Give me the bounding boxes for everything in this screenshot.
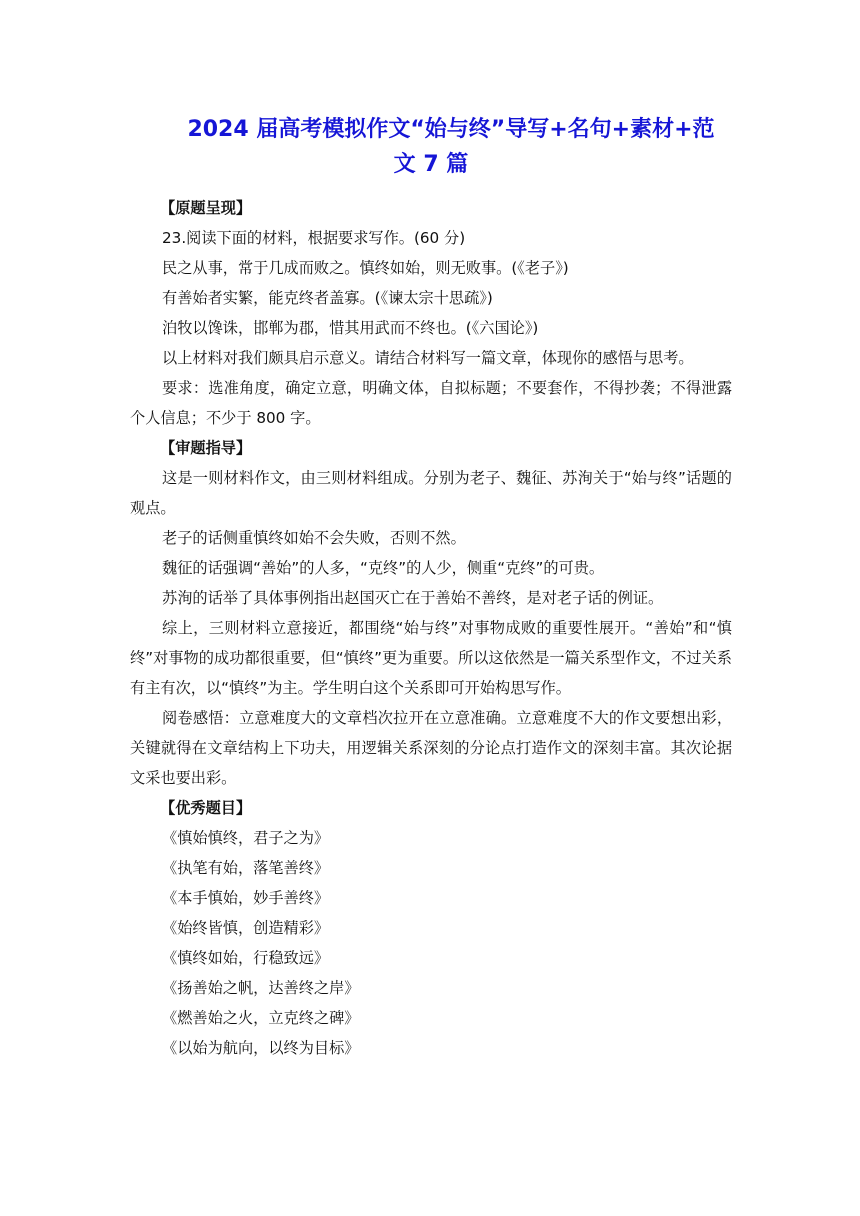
section-heading-prompt: 【原题呈现】 xyxy=(160,199,252,217)
section-heading-titles: 【优秀题目】 xyxy=(160,799,252,817)
guide-paragraph: 苏洵的话举了具体事例指出赵国灭亡在于善始不善终，是对老子话的例证。 xyxy=(162,589,664,607)
sample-title-item: 《本手慎始，妙手善终》 xyxy=(162,889,330,907)
sample-title-item: 《执笔有始，落笔善终》 xyxy=(162,859,330,877)
prompt-requirements: 要求：选准角度，确定立意，明确文体，自拟标题；不要套作，不得抄袭；不得泄露个人信息；不少于 800 字。 xyxy=(130,379,732,427)
guide-paragraph: 老子的话侧重慎终如始不会失败，否则不然。 xyxy=(162,529,466,547)
title-line-1: 2024 届高考模拟作文“始与终”导写+名句+素材+范 xyxy=(187,117,715,142)
sample-title-item: 《慎终如始，行稳致远》 xyxy=(162,949,330,967)
guide-paragraph: 这是一则材料作文，由三则材料组成。分别为老子、魏征、苏洵关于“始与终”话题的观点。 xyxy=(130,469,732,517)
prompt-line: 23.阅读下面的材料，根据要求写作。(60 分) xyxy=(162,229,466,247)
section-heading-guide: 【审题指导】 xyxy=(160,439,252,457)
sample-title-item: 《燃善始之火，立克终之碑》 xyxy=(162,1009,360,1027)
prompt-paragraph: 以上材料对我们颇具启示意义。请结合材料写一篇文章，体现你的感悟与思考。 xyxy=(162,349,694,367)
document-title xyxy=(130,112,732,182)
title-line-2: 文 7 篇 xyxy=(393,152,469,177)
prompt-line: 有善始者实繁，能克终者盖寡。(《谏太宗十思疏》) xyxy=(162,289,493,307)
prompt-line: 民之从事，常于几成而败之。慎终如始，则无败事。(《老子》) xyxy=(162,259,569,277)
guide-paragraph: 魏征的话强调“善始”的人多，“克终”的人少，侧重“克终”的可贵。 xyxy=(162,559,605,577)
guide-paragraph: 综上，三则材料立意接近，都围绕“始与终”对事物成败的重要性展开。“善始”和“慎终”对事物的成功都很重要，但“慎终”更为重要。所以这依然是一篇关系型作文，不过关系有主有次，以“慎终”为主。学生明白这个关系即可开始构思写作。 xyxy=(130,619,732,697)
prompt-line: 泊牧以馋诛，邯郸为郡，惜其用武而不终也。(《六国论》) xyxy=(162,319,539,337)
guide-paragraph: 阅卷感悟：立意难度大的文章档次拉开在立意准确。立意难度不大的作文要想出彩，关键就得在文章结构上下功夫，用逻辑关系深刻的分论点打造作文的深刻丰富。其次论据文采也要出彩。 xyxy=(130,709,732,787)
sample-title-item: 《扬善始之帆，达善终之岸》 xyxy=(162,979,360,997)
sample-title-item: 《以始为航向，以终为目标》 xyxy=(162,1039,360,1057)
sample-title-item: 《慎始慎终，君子之为》 xyxy=(162,829,330,847)
document-page xyxy=(130,112,732,1063)
sample-title-item: 《始终皆慎，创造精彩》 xyxy=(162,919,330,937)
document-body xyxy=(130,193,732,1063)
